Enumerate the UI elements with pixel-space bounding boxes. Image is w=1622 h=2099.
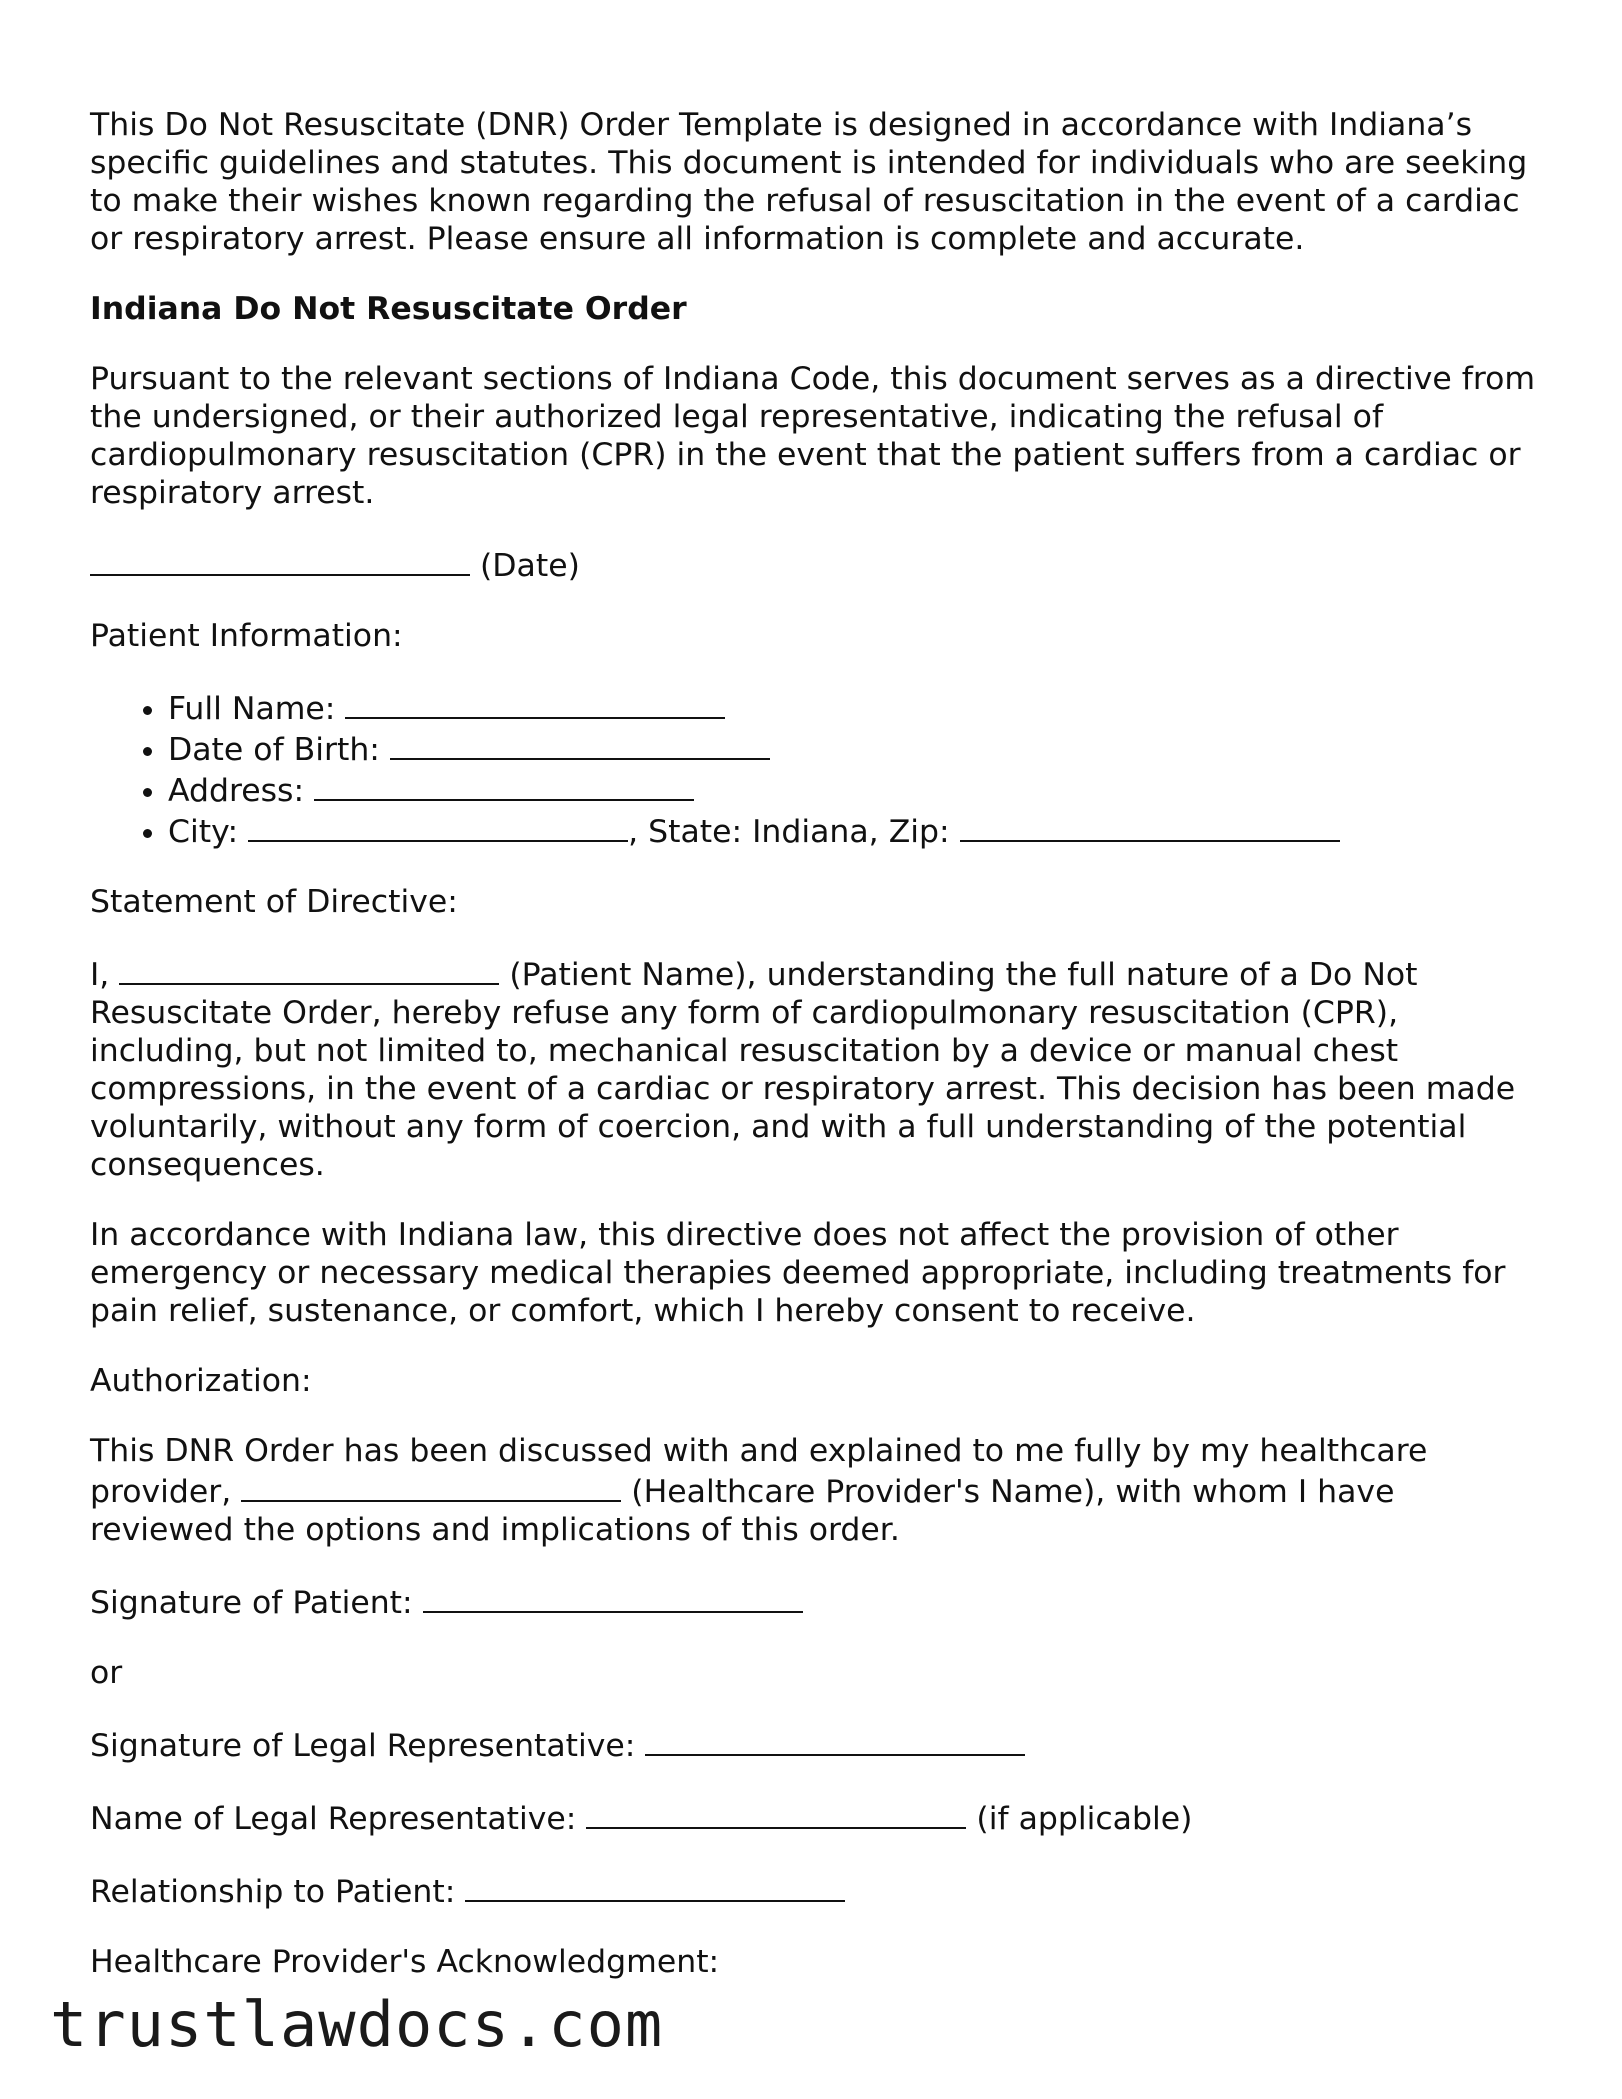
legal-signature-line: [90, 1724, 1540, 1765]
zip-blank[interactable]: [960, 810, 1340, 842]
city-label: City:: [168, 814, 239, 850]
list-item: [168, 810, 1540, 851]
or-text: or: [90, 1655, 123, 1691]
patient-info-heading: Patient Information:: [90, 618, 403, 654]
dob-label: Date of Birth:: [168, 732, 380, 768]
site-watermark: trustlawdocs.com: [50, 1988, 664, 2061]
legal-name-label: Name of Legal Representative:: [90, 1801, 577, 1837]
authorization-prefix: This DNR Order has been discussed with and explained to me fully by my healthcare provider,: [90, 1433, 1428, 1510]
intro-paragraph: This Do Not Resuscitate (DNR) Order Template is designed in accordance with Indiana’s specific guidelines and statutes. This document is intended for individuals who are seeking to make their wishes known regarding the refusal of resuscitation in the event of a cardiac or respiratory arrest. Please ensure all information is complete and accurate.: [90, 107, 1528, 257]
statement-heading: Statement of Directive:: [90, 884, 458, 920]
patient-signature-label: Signature of Patient:: [90, 1585, 413, 1621]
legal-name-line: [90, 1797, 1540, 1838]
provider-name-blank[interactable]: [241, 1470, 621, 1502]
full-name-label: Full Name:: [168, 691, 336, 727]
legal-name-blank[interactable]: [586, 1797, 966, 1829]
list-item: [168, 769, 1540, 810]
list-item: [168, 687, 1540, 728]
authorization-suffix: (Healthcare Provider's Name), with whom I have reviewed the options and implications of this order.: [90, 1474, 1395, 1548]
legal-signature-label: Signature of Legal Representative:: [90, 1728, 636, 1764]
law-paragraph: In accordance with Indiana law, this directive does not affect the provision of other emergency or necessary medical therapies deemed appropriate, including treatments for pain relief, sustenance, or comfort, which I hereby consent to receive.: [90, 1217, 1506, 1329]
authorization-heading: Authorization:: [90, 1363, 312, 1399]
provider-acknowledgment-heading: Healthcare Provider's Acknowledgment:: [90, 1944, 720, 1980]
document-body: [90, 106, 1540, 2013]
authorization-paragraph: [90, 1432, 1540, 1549]
date-line: [90, 544, 1540, 585]
patient-fields-list: [90, 687, 1540, 851]
pursuant-paragraph: Pursuant to the relevant sections of Indiana Code, this document serves as a directive from the undersigned, or their authorized legal representative, indicating the refusal of cardiopulmonary resuscitation (CPR) in the event that the patient suffers from a cardiac or respiratory arrest.: [90, 361, 1536, 511]
address-blank[interactable]: [314, 769, 694, 801]
city-blank[interactable]: [248, 810, 628, 842]
full-name-blank[interactable]: [345, 687, 725, 719]
dob-blank[interactable]: [390, 728, 770, 760]
statement-prefix: I,: [90, 957, 110, 993]
date-label: (Date): [480, 548, 580, 584]
patient-name-blank[interactable]: [119, 953, 499, 985]
state-zip-label: , State: Indiana, Zip:: [628, 814, 950, 850]
relationship-label: Relationship to Patient:: [90, 1874, 456, 1910]
patient-signature-line: [90, 1581, 1540, 1622]
statement-body: (Patient Name), understanding the full nature of a Do Not Resuscitate Order, hereby refuse any form of cardiopulmonary resuscitation (CPR), including, but not limited to, mechanical resuscitation by a device or manual chest compressions, in the event of a cardiac or respiratory arrest. This decision has been made voluntarily, without any form of coercion, and with a full understanding of the potential consequences.: [90, 957, 1516, 1183]
relationship-line: [90, 1870, 1540, 1911]
if-applicable-label: (if applicable): [976, 1801, 1193, 1837]
list-item: [168, 728, 1540, 769]
statement-paragraph: [90, 953, 1540, 1184]
legal-signature-blank[interactable]: [645, 1724, 1025, 1756]
relationship-blank[interactable]: [465, 1870, 845, 1902]
document-title: Indiana Do Not Resuscitate Order: [90, 291, 687, 327]
patient-signature-blank[interactable]: [423, 1581, 803, 1613]
date-blank[interactable]: [90, 544, 470, 576]
address-label: Address:: [168, 773, 305, 809]
